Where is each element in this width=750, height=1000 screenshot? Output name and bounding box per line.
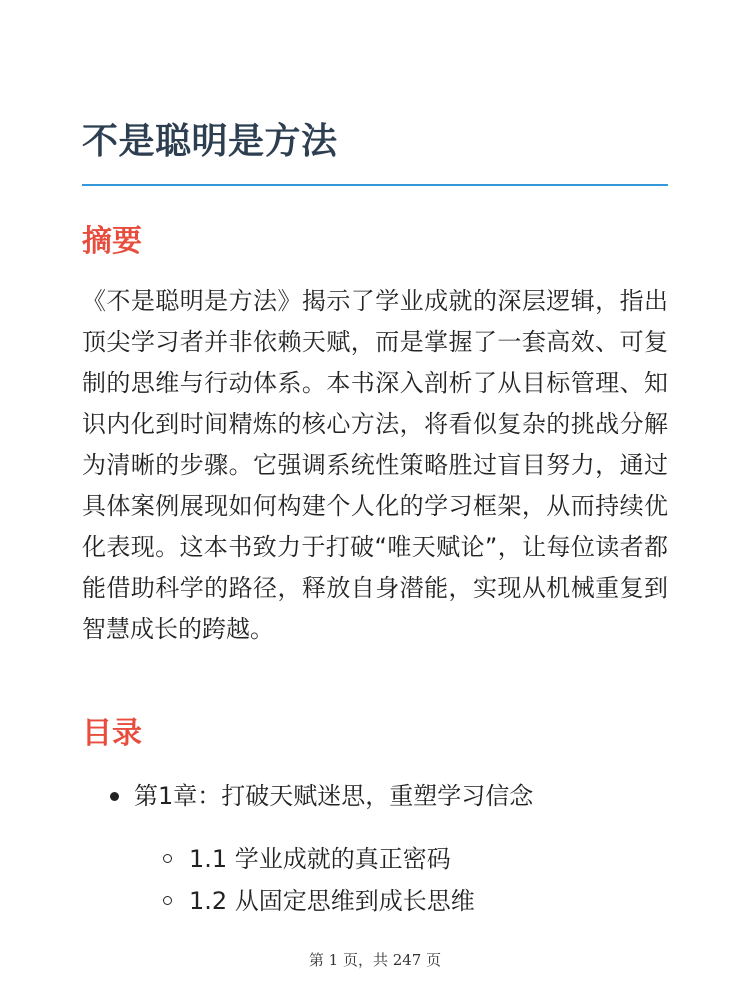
bullet-disc-icon (110, 792, 119, 801)
toc-section-label: 1.1 学业成就的真正密码 (189, 845, 451, 873)
summary-heading: 摘要 (82, 224, 142, 259)
toc-section-1-2 (134, 880, 668, 922)
document-page (82, 0, 668, 1000)
toc-section-label: 1.2 从固定思维到成长思维 (189, 887, 475, 915)
toc-subsection-list (134, 838, 668, 922)
toc-chapter-label: 第1章：打破天赋迷思，重塑学习信念 (134, 782, 534, 810)
bullet-circle-icon (163, 896, 172, 905)
toc-heading: 目录 (82, 716, 142, 751)
summary-paragraph: 《不是聪明是方法》揭示了学业成就的深层逻辑，指出顶尖学习者并非依赖天赋，而是掌握了一套高效、可复制的思维与行动体系。本书深入剖析了从目标管理、知识内化到时间精炼的核心方法，将看似复杂的挑战分解为清晰的步骤。它强调系统性策略胜过盲目努力，通过具体案例展现如何构建个人化的学习框架，从而持续优化表现。这本书致力于打破“唯天赋论”，让每位读者都能借助科学的路径，释放自身潜能，实现从机械重复到智慧成长的跨越。 (82, 287, 668, 643)
bullet-circle-icon (163, 854, 172, 863)
toc-list (82, 774, 668, 922)
page-number: 第 1 页，共 247 页 (308, 951, 442, 969)
title-divider (82, 184, 668, 186)
book-title: 不是聪明是方法 (82, 121, 338, 162)
toc-section-1-1 (134, 838, 668, 880)
toc-chapter-1 (82, 774, 668, 922)
